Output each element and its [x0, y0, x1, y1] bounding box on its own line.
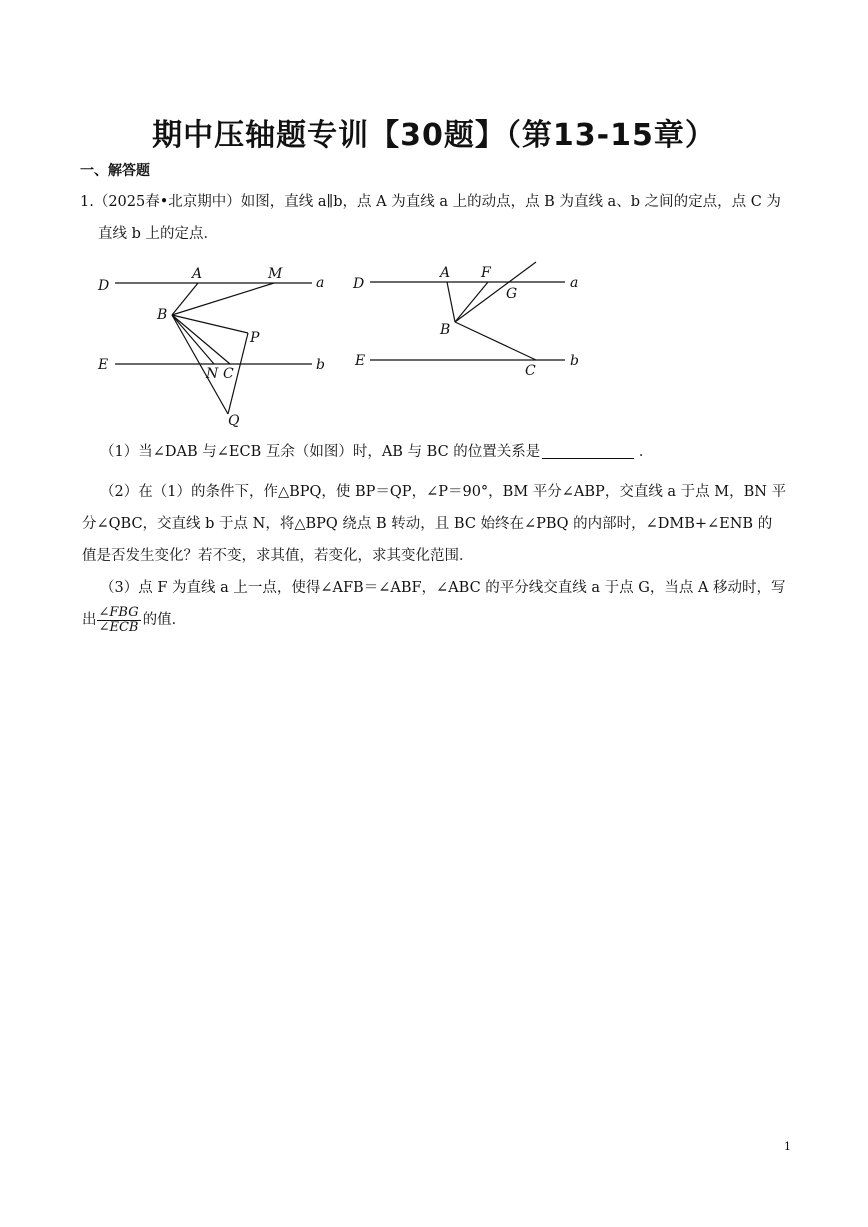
figure-1 [115, 283, 312, 414]
segment-BF [455, 282, 488, 322]
segment-BG-ray [455, 262, 536, 322]
segment-BN [172, 315, 214, 364]
label-A: A [192, 266, 203, 282]
segment-BA [172, 283, 198, 315]
part1-end: ． [638, 444, 654, 460]
figure-2 [370, 262, 565, 360]
label-E-2: E [355, 353, 366, 369]
label-C-2: C [525, 363, 536, 379]
part3-prefix: 出 [82, 612, 97, 628]
label-E: E [98, 357, 109, 373]
label-B: B [157, 307, 168, 323]
question-intro-line1: 1.（2025春•北京期中）如图，直线 a∥b，点 A 为直线 a 上的动点，点 B 为直线 a、b 之间的定点，点 C 为 [80, 194, 781, 210]
label-a: a [316, 275, 325, 291]
segment-BM [172, 283, 274, 315]
label-a-2: a [570, 275, 579, 291]
part1-text: （1）当∠DAB 与∠ECB 互余（如图）时，AB 与 BC 的位置关系是 [100, 444, 541, 460]
label-Q: Q [228, 413, 240, 429]
label-P: P [250, 330, 260, 346]
fraction [97, 606, 141, 635]
section-heading: 一、解答题 [80, 163, 150, 179]
part3-line2 [82, 604, 790, 636]
label-A-2: A [440, 265, 451, 281]
label-b: b [316, 357, 325, 373]
fraction-numerator: ∠FBG [98, 604, 139, 620]
part2-line3: 值是否发生变化？若不变，求其值，若变化，求其变化范围． [82, 548, 474, 564]
label-C: C [223, 366, 234, 382]
label-N: N [206, 366, 219, 382]
label-F: F [481, 265, 491, 281]
label-M: M [268, 266, 283, 282]
fraction-denominator: ∠ECB [98, 619, 139, 635]
segment-BC-2 [455, 322, 536, 360]
part3-line1: （3）点 F 为直线 a 上一点，使得∠AFB＝∠ABF，∠ABC 的平分线交直线 a 于点 G，当点 A 移动时，写 [100, 580, 786, 596]
part2-line1: （2）在（1）的条件下，作△BPQ，使 BP＝QP，∠P＝90°，BM 平分∠ABP，交直线 a 于点 M，BN 平 [100, 484, 787, 500]
label-G: G [506, 286, 518, 302]
question-part-3 [82, 572, 790, 636]
label-D: D [98, 278, 110, 294]
label-D-2: D [353, 276, 365, 292]
part2-line2: 分∠QBC，交直线 b 于点 N，将△BPQ 绕点 B 转动，且 BC 始终在∠PBQ 的内部时，∠DMB+∠ENB 的 [82, 516, 773, 532]
question-part-2 [82, 476, 790, 572]
page-title: 期中压轴题专训【30题】（第13-15章） [152, 118, 716, 153]
part3-suffix: 的值． [142, 612, 187, 628]
answer-blank [542, 442, 634, 459]
label-b-2: b [570, 353, 579, 369]
page-number: 1 [784, 1140, 791, 1153]
question-part-1 [100, 436, 790, 468]
question-intro-line2: 直线 b 上的定点． [98, 226, 218, 242]
label-B-2: B [440, 322, 451, 338]
segment-BA-2 [447, 282, 455, 322]
